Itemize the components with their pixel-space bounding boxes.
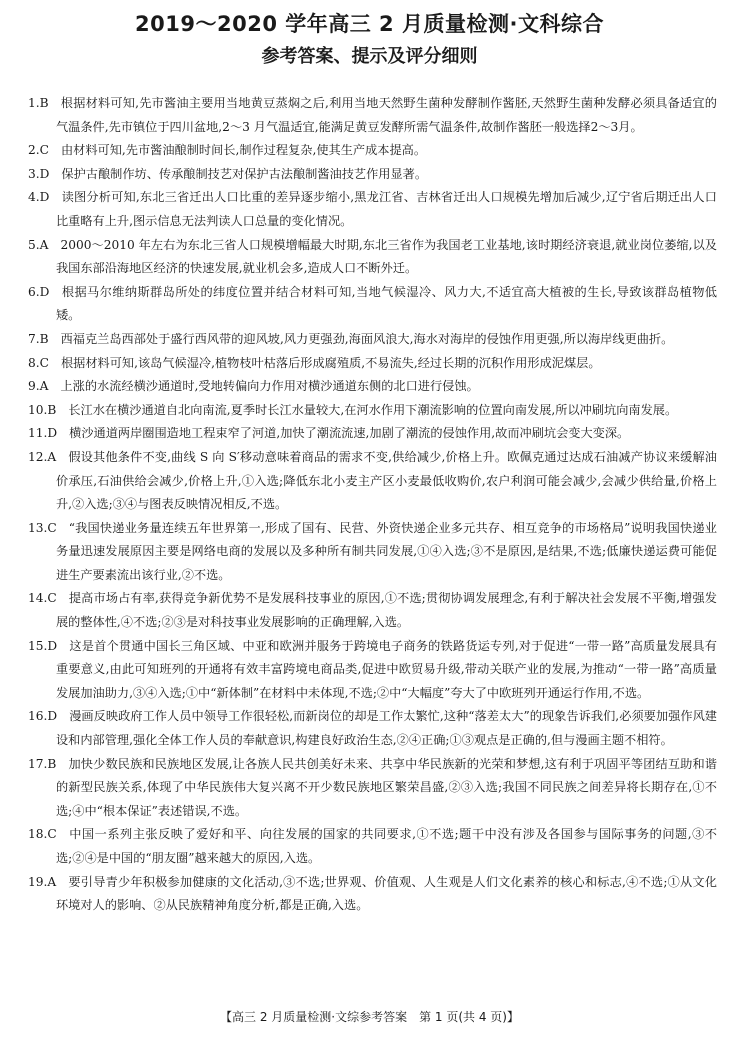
answer-choice: B <box>39 331 49 346</box>
answer-item <box>0 163 739 187</box>
answer-explanation: 保护古酿制作坊、传承酿制技艺对保护古法酿制酱油技艺作用显著。 <box>61 166 428 181</box>
answer-explanation: 横沙通道两岸圈围造地工程束窄了河道,加快了潮流流速,加剧了潮流的侵蚀作用,故而冲刷坑会变大变深。 <box>69 426 630 441</box>
question-number: 13. <box>28 520 48 535</box>
answer-choice: B <box>47 756 57 771</box>
answer-list <box>0 92 739 918</box>
answer-item <box>0 753 739 824</box>
answer-choice: A <box>47 874 57 889</box>
page-footer: 【高三 2 月质量检测·文综参考答案 第 1 页(共 4 页)】 <box>220 1010 519 1024</box>
document-title: 2019～2020 学年高三 2 月质量检测·文科综合 <box>135 12 604 36</box>
answer-item <box>0 871 739 918</box>
question-number: 17. <box>28 756 48 771</box>
answer-item <box>0 375 739 399</box>
answer-explanation: 加快少数民族和民族地区发展,让各族人民共创美好未来、共享中华民族新的光荣和梦想,这有利于巩固平等团结互助和谐的新型民族关系,体现了中华民族伟大复兴离不开少数民族地区繁荣昌盛,②③入选;我国不同民族之间差异将长期存在,①不选;④中“根本保证”表述错误,不选。 <box>56 756 717 818</box>
answer-explanation: 长江水在横沙通道自北向南流,夏季时长江水量较大,在河水作用下潮流影响的位置向南发展,所以冲刷坑向南发展。 <box>68 402 678 417</box>
answer-explanation: 提高市场占有率,获得竞争新优势不是发展科技事业的原因,①不选;贯彻协调发展理念,有利于解决社会发展不平衡,增强发展的整体性,④不选;②③是对科技事业发展影响的正确理解,入选。 <box>56 591 717 630</box>
question-number: 6. <box>28 284 40 299</box>
answer-item <box>0 446 739 517</box>
answer-explanation: 2000～2010 年左右为东北三省人口规模增幅最大时期,东北三省作为我国老工业基地,该时期经济衰退,就业岗位萎缩,以及我国东部沿海地区经济的快速发展,就业机会多,造成人口不断外迁。 <box>56 237 717 276</box>
answer-choice: A <box>39 379 49 394</box>
answer-item <box>0 234 739 281</box>
answer-choice: D <box>47 709 58 724</box>
answer-explanation: 由材料可知,先市酱油酿制时间长,制作过程复杂,使其生产成本提高。 <box>60 143 427 158</box>
document-subtitle: 参考答案、提示及评分细则 <box>261 46 478 67</box>
answer-explanation: 西福克兰岛西部处于盛行西风带的迎风坡,风力更强劲,海面风浪大,海水对海岸的侵蚀作用更强,所以海岸线更曲折。 <box>60 331 674 346</box>
question-number: 2. <box>28 143 40 158</box>
question-number: 15. <box>28 638 48 653</box>
answer-explanation: “我国快递业务量连续五年世界第一,形成了国有、民营、外资快递企业多元共存、相互竞争的市场格局”说明我国快递业务量迅速发展原因主要是网络电商的发展以及多种所有制共同发展,①④入选;③不是原因,是结果,不选;低廉快递运费可能促进生产要素流出该行业,②不选。 <box>56 520 717 582</box>
answer-choice: D <box>39 190 50 205</box>
answer-choice: A <box>47 449 57 464</box>
answer-choice: C <box>39 355 49 370</box>
question-number: 4. <box>28 190 40 205</box>
answer-explanation: 根据材料可知,该岛气候湿冷,植物枝叶枯落后形成腐殖质,不易流失,经过长期的沉积作用形成泥煤层。 <box>60 355 601 370</box>
answer-choice: D <box>39 284 50 299</box>
answer-item <box>0 281 739 328</box>
answer-choice: A <box>39 237 49 252</box>
answer-choice: C <box>47 827 57 842</box>
question-number: 11. <box>28 426 48 441</box>
answer-explanation: 根据材料可知,先市酱油主要用当地黄豆蒸焖之后,利用当地天然野生菌种发酵制作酱胚,天然野生菌种发酵必须具备适宜的气温条件,先市镇位于四川盆地,2～3 月气温适宜,能满足黄豆发酵所需气温条件,故制作酱胚一般选择2～3月。 <box>56 96 717 134</box>
answer-choice: C <box>47 520 57 535</box>
question-number: 12. <box>28 449 48 464</box>
answer-item <box>0 399 739 423</box>
question-number: 7. <box>28 331 40 346</box>
answer-item <box>0 92 739 139</box>
answer-choice: B <box>47 402 57 417</box>
answer-choice: D <box>47 426 58 441</box>
answer-explanation: 漫画反映政府工作人员中领导工作很轻松,而新岗位的却是工作太繁忙,这种“落差太大”的现象告诉我们,必须要加强作风建设和内部管理,强化全体工作人员的奉献意识,构建良好政治生态,②④正确;①③观点是正确的,但与漫画主题不相符。 <box>56 709 717 748</box>
answer-explanation: 根据马尔维纳斯群岛所处的纬度位置并结合材料可知,当地气候湿冷、风力大,不适宜高大植被的生长,导致该群岛植物低矮。 <box>56 284 717 323</box>
answer-item <box>0 422 739 446</box>
answer-item <box>0 352 739 376</box>
answer-choice: D <box>39 166 50 181</box>
answer-item <box>0 328 739 352</box>
question-number: 1. <box>28 96 40 110</box>
question-number: 16. <box>28 709 48 724</box>
answer-item <box>0 186 739 233</box>
question-number: 19. <box>28 874 48 889</box>
answer-explanation: 假设其他条件不变,曲线 S 向 S′移动意味着商品的需求不变,供给减少,价格上升。欧佩克通过达成石油减产协议来缓解油价承压,石油供给会减少,价格上升,①入选;降低东北小麦主产区小麦最低收购价,农户利润可能会减少,会减少供给量,价格上升,②入选;③④与图表反映情况相反,不选。 <box>56 449 717 512</box>
answer-item <box>0 705 739 752</box>
answer-choice: B <box>39 96 49 110</box>
answer-item <box>0 635 739 706</box>
question-number: 5. <box>28 237 40 252</box>
answer-item <box>0 823 739 870</box>
answer-item <box>0 587 739 634</box>
answer-choice: C <box>39 143 49 158</box>
question-number: 9. <box>28 379 40 394</box>
answer-explanation: 要引导青少年积极参加健康的文化活动,③不选;世界观、价值观、人生观是人们文化素养的核心和标志,④不选;①从文化环境对人的影响、②从民族精神角度分析,都是正确,入选。 <box>56 874 717 913</box>
question-number: 8. <box>28 355 40 370</box>
question-number: 18. <box>28 827 48 842</box>
question-number: 3. <box>28 166 40 181</box>
question-number: 14. <box>28 591 48 606</box>
answer-item <box>0 139 739 163</box>
answer-item <box>0 517 739 588</box>
answer-explanation: 上涨的水流经横沙通道时,受地转偏向力作用对横沙通道东侧的北口进行侵蚀。 <box>60 379 479 394</box>
answer-choice: D <box>47 638 58 653</box>
question-number: 10. <box>28 402 48 417</box>
answer-explanation: 中国一系列主张反映了爱好和平、向往发展的国家的共同要求,①不选;题干中没有涉及各国参与国际事务的问题,③不选;②④是中国的“朋友圈”越来越大的原因,入选。 <box>56 827 717 865</box>
answer-explanation: 读图分析可知,东北三省迁出人口比重的差异逐步缩小,黑龙江省、吉林省迁出人口规模先增加后减少,辽宁省后期迁出人口比重略有上升,图示信息无法判读人口总量的变化情况。 <box>56 190 717 228</box>
answer-choice: C <box>47 591 57 606</box>
answer-explanation: 这是首个贯通中国长三角区域、中亚和欧洲并服务于跨境电子商务的铁路货运专列,对于促进“一带一路”高质量发展具有重要意义,由此可知班列的开通将有效丰富跨境电商品类,促进中欧贸易升级,带动关联产业的发展,为推动“一带一路”高质量发展加油助力,③④入选;①中“新体制”在材料中未体现,不选;②中“大幅度”夸大了中欧班列开通运行作用,不选。 <box>56 638 717 700</box>
